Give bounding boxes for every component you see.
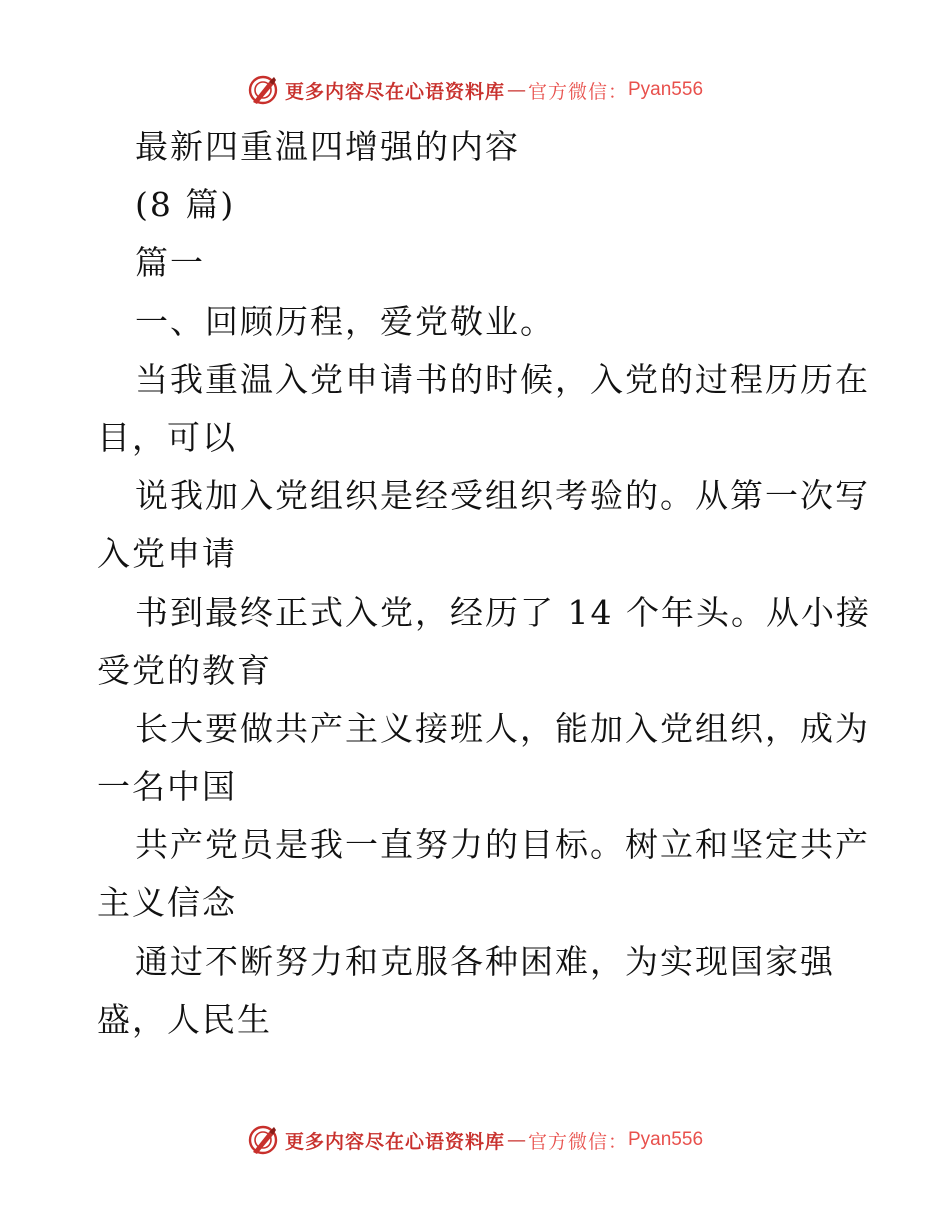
document-body <box>97 118 871 1049</box>
paragraph-line: 长大要做共产主义接班人，能加入党组织，成为 <box>135 708 870 748</box>
paragraph-line: 通过不断努力和克服各种困难，为实现国家强 <box>135 941 835 981</box>
watermark-separator: — <box>506 79 526 101</box>
paragraph-line: 主义信念 <box>97 883 237 923</box>
section-heading: 篇一 <box>135 243 205 283</box>
subsection-heading: 一、回顾历程，爱党敬业。 <box>135 301 555 341</box>
paragraph-line: 共产党员是我一直努力的目标。树立和坚定共产 <box>135 825 870 865</box>
paragraph-line: 入党申请 <box>97 534 237 574</box>
paragraph-line: 说我加入党组织是经受组织考验的。从第一次写 <box>135 476 870 516</box>
watermark-separator: — <box>506 1129 526 1151</box>
watermark-text: 更多内容尽在心语资料库 <box>284 1130 505 1153</box>
paragraph-line: 当我重温入党申请书的时候，入党的过程历历在 <box>135 359 870 399</box>
document-subtitle: (8 篇) <box>135 185 236 225</box>
watermark-wechat-label: 官方微信： <box>527 80 628 103</box>
pen-logo-icon <box>247 1124 279 1156</box>
watermark-wechat-label: 官方微信： <box>527 1130 628 1153</box>
watermark-text: 更多内容尽在心语资料库 <box>284 80 505 103</box>
paragraph-line: 一名中国 <box>97 767 237 807</box>
header-watermark <box>0 70 950 110</box>
watermark-wechat-id: Pyan556 <box>628 1129 704 1150</box>
footer-watermark <box>0 1120 950 1160</box>
watermark-wechat-id: Pyan556 <box>628 79 704 100</box>
paragraph-line: 受党的教育 <box>97 650 272 690</box>
pen-logo-icon <box>247 74 279 106</box>
paragraph-line: 目，可以 <box>97 417 237 457</box>
document-title: 最新四重温四增强的内容 <box>135 127 520 166</box>
paragraph-line: 盛，人民生 <box>97 999 272 1039</box>
paragraph-line: 书到最终正式入党，经历了 14 个年头。从小接 <box>135 592 871 632</box>
